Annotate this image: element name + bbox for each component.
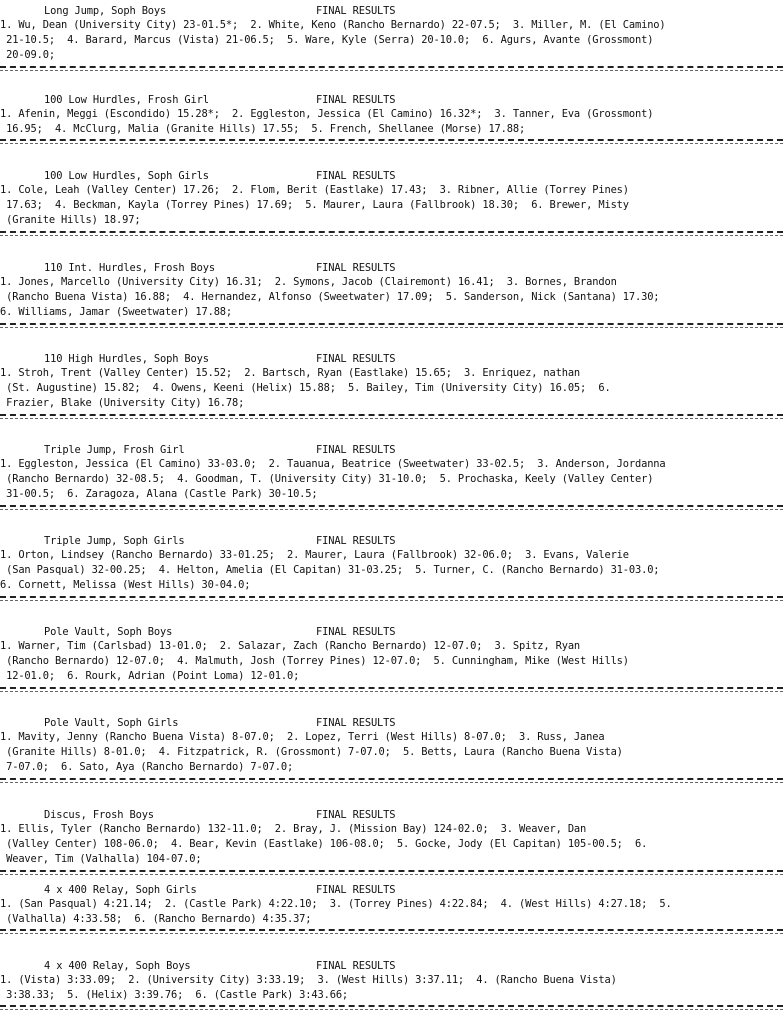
result-line: 1. Eggleston, Jessica (El Camino) 33-03.0; 2. Tauanua, Beatrice (Sweetwater) 33-02.5; 3. Anderson, Jordanna [0, 458, 666, 470]
section-divider [0, 596, 783, 601]
result-line: 1. Stroh, Trent (Valley Center) 15.52; 2. Bartsch, Ryan (Eastlake) 15.65; 3. Enriquez, nathan [0, 367, 581, 379]
event-title: Triple Jump, Frosh Girl [44, 444, 185, 456]
result-line: 20-09.0; [0, 49, 55, 62]
event-title: Pole Vault, Soph Boys [44, 626, 173, 638]
result-line: 1. Jones, Marcello (University City) 16.31; 2. Symons, Jacob (Clairemont) 16.41; 3. Bornes, Brandon [0, 276, 617, 288]
event-title: 100 Low Hurdles, Frosh Girl [44, 94, 209, 106]
event-status: FINAL RESULTS [316, 444, 396, 456]
result-line: (Granite Hills) 8-01.0; 4. Fitzpatrick, R. (Grossmont) 7-07.0; 5. Betts, Laura (Rancho Buena Vista) [0, 746, 623, 759]
result-line: 1. (Vista) 3:33.09; 2. (University City) 3:33.19; 3. (West Hills) 3:37.11; 4. (Rancho Buena Vista) [0, 974, 617, 986]
result-line: 1. (San Pasqual) 4:21.14; 2. (Castle Park) 4:22.10; 3. (Torrey Pines) 4:22.84; 4. (West Hills) 4:27.18; 5. [0, 898, 672, 910]
event-block [0, 625, 783, 692]
result-line: 1. Ellis, Tyler (Rancho Bernardo) 132-11.0; 2. Bray, J. (Mission Bay) 124-02.0; 3. Weaver, Dan [0, 823, 587, 835]
event-block [0, 169, 783, 236]
event-title: 110 Int. Hurdles, Frosh Boys [44, 262, 215, 274]
event-block [0, 716, 783, 783]
event-title: 110 High Hurdles, Soph Boys [44, 353, 209, 365]
event-title: 4 x 400 Relay, Soph Girls [44, 884, 197, 896]
event-block [0, 261, 783, 328]
event-header [0, 169, 783, 183]
section-divider [0, 414, 783, 419]
section-divider [0, 323, 783, 328]
event-block [0, 534, 783, 601]
event-header [0, 352, 783, 366]
event-title: Long Jump, Soph Boys [44, 5, 167, 17]
result-line: 1. Wu, Dean (University City) 23-01.5*; 2. White, Keno (Rancho Bernardo) 22-07.5; 3. Miller, M. (El Camino) [0, 19, 666, 31]
event-status: FINAL RESULTS [316, 884, 396, 896]
event-status: FINAL RESULTS [316, 170, 396, 182]
event-block [0, 4, 783, 71]
result-line: 17.63; 4. Beckman, Kayla (Torrey Pines) 17.69; 5. Maurer, Laura (Fallbrook) 18.30; 6. Brewer, Misty [0, 199, 629, 212]
section-divider [0, 929, 783, 934]
event-header [0, 808, 783, 822]
event-header [0, 443, 783, 457]
section-divider [0, 778, 783, 783]
result-line: 1. Cole, Leah (Valley Center) 17.26; 2. Flom, Berit (Eastlake) 17.43; 3. Ribner, Allie (Torrey Pines) [0, 184, 629, 196]
event-status: FINAL RESULTS [316, 717, 396, 729]
event-header [0, 625, 783, 639]
event-status: FINAL RESULTS [316, 5, 396, 17]
event-header [0, 4, 783, 18]
result-line: (Valhalla) 4:33.58; 6. (Rancho Bernardo) 4:35.37; [0, 913, 312, 926]
event-header [0, 93, 783, 107]
event-block [0, 443, 783, 510]
result-line: 6. Williams, Jamar (Sweetwater) 17.88; [0, 306, 233, 319]
event-block [0, 959, 783, 1010]
event-header [0, 883, 783, 897]
event-title: Pole Vault, Soph Girls [44, 717, 179, 729]
section-divider [0, 231, 783, 236]
event-title: Triple Jump, Soph Girls [44, 535, 185, 547]
event-status: FINAL RESULTS [316, 353, 396, 365]
event-title: Discus, Frosh Boys [44, 809, 154, 821]
result-line: 1. Warner, Tim (Carlsbad) 13-01.0; 2. Salazar, Zach (Rancho Bernardo) 12-07.0; 3. Spitz, Ryan [0, 640, 581, 652]
event-status: FINAL RESULTS [316, 960, 396, 972]
section-divider [0, 1005, 783, 1010]
event-title: 4 x 400 Relay, Soph Boys [44, 960, 191, 972]
result-line: 12-01.0; 6. Rourk, Adrian (Point Loma) 12-01.0; [0, 670, 300, 683]
event-title: 100 Low Hurdles, Soph Girls [44, 170, 209, 182]
event-block [0, 808, 783, 875]
result-line: 21-10.5; 4. Barard, Marcus (Vista) 21-06.5; 5. Ware, Kyle (Serra) 20-10.0; 6. Agurs, Avante (Grossmont) [0, 34, 654, 47]
event-header [0, 959, 783, 973]
result-line: (Rancho Bernardo) 12-07.0; 4. Malmuth, Josh (Torrey Pines) 12-07.0; 5. Cunningham, Mike (West Hills) [0, 655, 629, 668]
result-line: 1. Mavity, Jenny (Rancho Buena Vista) 8-07.0; 2. Lopez, Terri (West Hills) 8-07.0; 3. Russ, Janea [0, 731, 605, 743]
result-line: 3:38.33; 5. (Helix) 3:39.76; 6. (Castle Park) 3:43.66; [0, 989, 349, 1002]
result-line: (Rancho Bernardo) 32-08.5; 4. Goodman, T. (University City) 31-10.0; 5. Prochaska, Keely (Valley Center) [0, 473, 654, 486]
result-line: Weaver, Tim (Valhalla) 104-07.0; [0, 853, 202, 866]
event-header [0, 716, 783, 730]
result-line: (Valley Center) 108-06.0; 4. Bear, Kevin (Eastlake) 106-08.0; 5. Gocke, Jody (El Capitan) 105-00.5; 6. [0, 838, 648, 851]
section-divider [0, 870, 783, 875]
result-line: 31-00.5; 6. Zaragoza, Alana (Castle Park) 30-10.5; [0, 488, 318, 501]
event-status: FINAL RESULTS [316, 626, 396, 638]
event-block [0, 883, 783, 934]
result-line: 1. Afenin, Meggi (Escondido) 15.28*; 2. Eggleston, Jessica (El Camino) 16.32*; 3. Tanner, Eva (Grossmont) [0, 108, 654, 120]
result-line: 6. Cornett, Melissa (West Hills) 30-04.0; [0, 579, 251, 592]
result-line: 1. Orton, Lindsey (Rancho Bernardo) 33-01.25; 2. Maurer, Laura (Fallbrook) 32-06.0; 3. Evans, Valerie [0, 549, 629, 561]
event-header [0, 534, 783, 548]
event-header [0, 261, 783, 275]
event-status: FINAL RESULTS [316, 809, 396, 821]
event-status: FINAL RESULTS [316, 535, 396, 547]
section-divider [0, 687, 783, 692]
section-divider [0, 139, 783, 144]
result-line: (Rancho Buena Vista) 16.88; 4. Hernandez, Alfonso (Sweetwater) 17.09; 5. Sanderson, Nick (Santana) 17.30; [0, 291, 660, 304]
result-line: 16.95; 4. McClurg, Malia (Granite Hills) 17.55; 5. French, Shellanee (Morse) 17.88; [0, 123, 526, 136]
event-status: FINAL RESULTS [316, 262, 396, 274]
section-divider [0, 505, 783, 510]
result-line: (San Pasqual) 32-00.25; 4. Helton, Amelia (El Capitan) 31-03.25; 5. Turner, C. (Rancho Bernardo) 31-03.0; [0, 564, 660, 577]
result-line: 7-07.0; 6. Sato, Aya (Rancho Bernardo) 7-07.0; [0, 761, 294, 774]
result-line: Frazier, Blake (University City) 16.78; [0, 397, 245, 410]
event-block [0, 352, 783, 419]
result-line: (Granite Hills) 18.97; [0, 214, 141, 227]
result-line: (St. Augustine) 15.82; 4. Owens, Keeni (Helix) 15.88; 5. Bailey, Tim (University City) 16.05; 6. [0, 382, 611, 395]
event-block [0, 93, 783, 144]
event-status: FINAL RESULTS [316, 94, 396, 106]
section-divider [0, 66, 783, 71]
